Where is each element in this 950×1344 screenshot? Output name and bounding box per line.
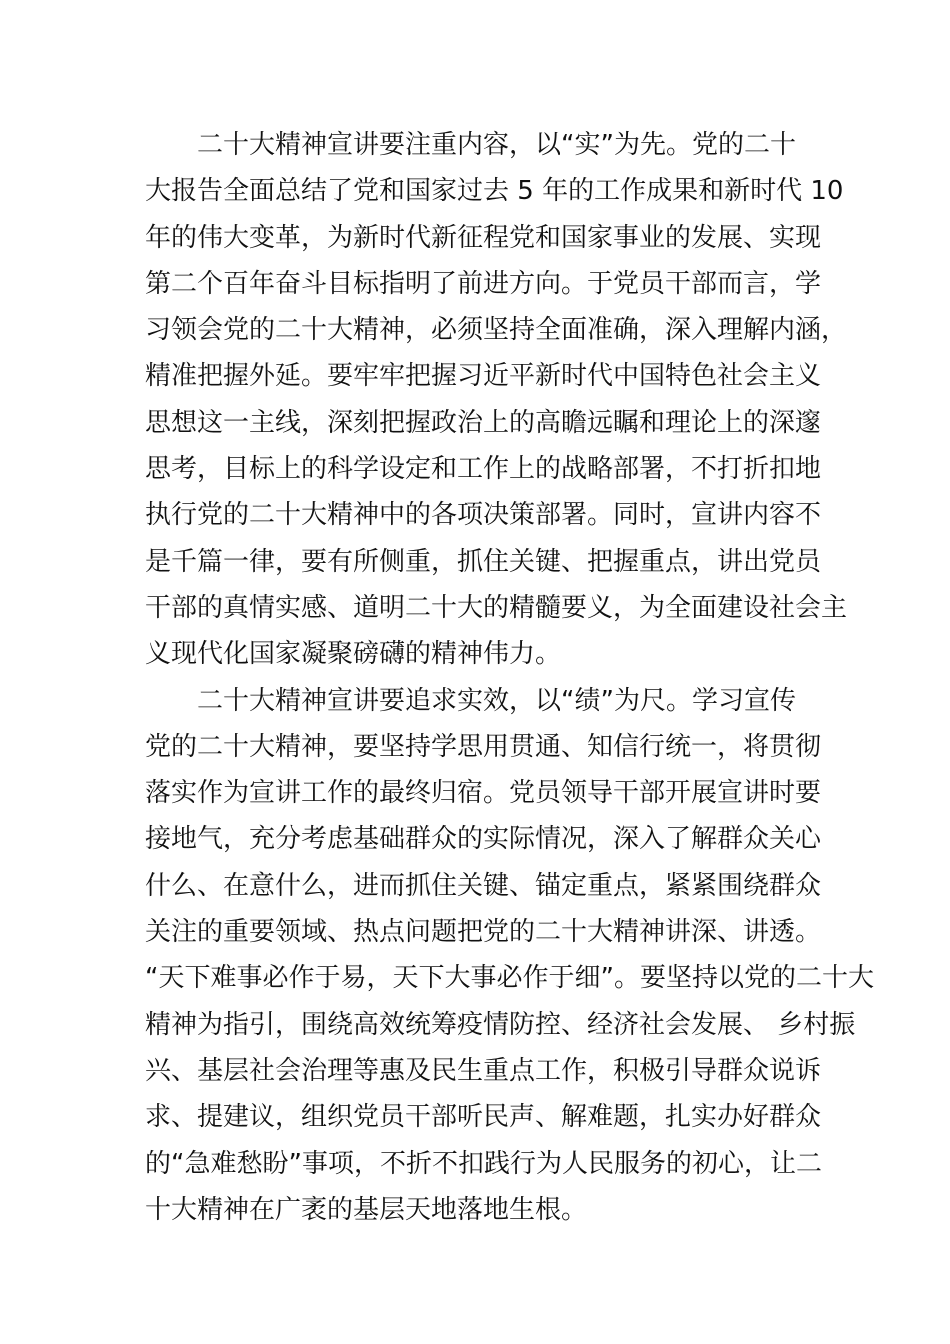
- paragraph-2-line-11: 的“急难愁盼”事项，不折不扣践行为人民服务的初心，让二: [145, 1148, 822, 1179]
- paragraph-2-line-1: 二十大精神宣讲要追求实效，以“绩”为尺。学习宣传: [197, 685, 796, 716]
- paragraph-2-line-10: 求、提建议，组织党员干部听民声、解难题，扎实办好群众: [145, 1102, 822, 1133]
- paragraph-1-line-10: 是千篇一律，要有所侧重，抓住关键、把握重点，讲出党员: [145, 546, 822, 577]
- paragraph-1-line-11: 干部的真情实感、道明二十大的精髓要义，为全面建设社会主: [145, 592, 848, 623]
- paragraph-2-line-9: 兴、基层社会治理等惠及民生重点工作，积极引导群众说诉: [145, 1055, 822, 1086]
- body-text: [145, 122, 874, 1233]
- paragraph-1-line-7: 思想这一主线，深刻把握政治上的高瞻远瞩和理论上的深邃: [145, 407, 822, 438]
- paragraph-2-line-4: 接地气，充分考虑基础群众的实际情况，深入了解群众关心: [145, 824, 822, 855]
- paragraph-2-line-7: “天下难事必作于易，天下大事必作于细”。要坚持以党的二十大: [145, 963, 874, 994]
- paragraph-1-line-6: 精准把握外延。要牢牢把握习近平新时代中国特色社会主义: [145, 361, 822, 392]
- paragraph-2-line-12: 十大精神在广袤的基层天地落地生根。: [145, 1194, 588, 1225]
- paragraph-2-line-5: 什么、在意什么，进而抓住关键、锚定重点，紧紧围绕群众: [145, 870, 822, 901]
- paragraph-1-line-9: 执行党的二十大精神中的各项决策部署。同时，宣讲内容不: [145, 500, 822, 531]
- paragraph-1-line-3: 年的伟大变革，为新时代新征程党和国家事业的发展、实现: [145, 222, 822, 253]
- paragraph-1-line-5: 习领会党的二十大精神，必须坚持全面准确，深入理解内涵，: [145, 315, 848, 346]
- paragraph-1-line-2: 大报告全面总结了党和国家过去 5 年的工作成果和新时代 10: [145, 176, 844, 207]
- paragraph-2-line-8: 精神为指引，围绕高效统筹疫情防控、经济社会发展、 乡村振: [145, 1009, 856, 1040]
- paragraph-1-line-12: 义现代化国家凝聚磅礴的精神伟力。: [145, 639, 562, 670]
- paragraph-1-line-8: 思考，目标上的科学设定和工作上的战略部署，不打折扣地: [145, 454, 822, 485]
- paragraph-1-line-1: 二十大精神宣讲要注重内容，以“实”为先。党的二十: [197, 130, 796, 160]
- paragraph-1-line-4: 第二个百年奋斗目标指明了前进方向。于党员干部而言，学: [145, 268, 822, 299]
- paragraph-2-line-6: 关注的重要领域、热点问题把党的二十大精神讲深、讲透。: [145, 917, 822, 948]
- paragraph-2-line-3: 落实作为宣讲工作的最终归宿。党员领导干部开展宣讲时要: [145, 778, 822, 809]
- paragraph-2-line-2: 党的二十大精神，要坚持学思用贯通、知信行统一，将贯彻: [145, 731, 822, 762]
